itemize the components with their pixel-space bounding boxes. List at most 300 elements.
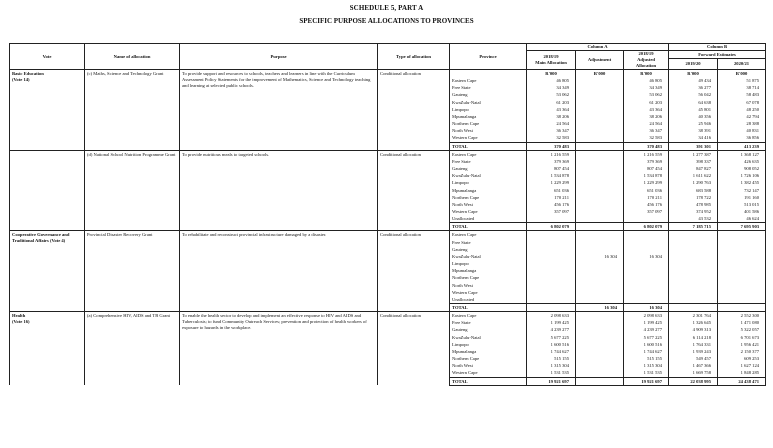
total-amount: 16 304 (576, 304, 624, 312)
amount-cell (669, 246, 718, 253)
amount-cell (576, 208, 624, 215)
total-label: TOTAL (450, 223, 527, 231)
amount-cell (527, 289, 576, 296)
province-name: KwaZulu-Natal (450, 172, 527, 179)
amount-cell: 908 052 (718, 165, 766, 172)
province-name: Western Cape (450, 289, 527, 296)
amount-cell (576, 127, 624, 134)
amount-cell: 56 042 (669, 91, 718, 98)
amount-cell (576, 334, 624, 341)
amount-cell: 515 155 (527, 355, 576, 362)
amount-cell: 1 627 124 (718, 362, 766, 369)
amount-cell: 1 744 627 (624, 348, 669, 355)
amount-cell: 36 347 (527, 127, 576, 134)
amount-cell: 34 349 (624, 84, 669, 91)
province-name: Eastern Cape (450, 150, 527, 158)
amount-cell: 4 239 277 (624, 326, 669, 333)
header-main-allocation (527, 51, 576, 70)
amount-cell: 1 277 387 (669, 150, 718, 158)
amount-cell (576, 77, 624, 84)
amount-cell: 426 635 (718, 158, 766, 165)
group-allocation: (c) Maths, Science and Technology Grant (85, 70, 180, 151)
amount-cell: 1 726 106 (718, 172, 766, 179)
amount-cell (576, 239, 624, 246)
amount-cell: 6 701 673 (718, 334, 766, 341)
amount-cell (576, 150, 624, 158)
amount-cell (527, 231, 576, 239)
amount-cell: 61 203 (527, 99, 576, 106)
amount-cell: 43 364 (624, 106, 669, 113)
amount-cell: 1 471 080 (718, 319, 766, 326)
amount-cell (576, 260, 624, 267)
amount-cell: 38 714 (718, 84, 766, 91)
unit-label: R'000 (527, 70, 576, 78)
amount-cell (669, 296, 718, 304)
amount-cell: 43 364 (527, 106, 576, 113)
total-amount: 6 802 079 (624, 223, 669, 231)
amount-cell: 1 669 758 (669, 369, 718, 377)
amount-cell: 1 956 421 (718, 341, 766, 348)
province-name: Eastern Cape (450, 312, 527, 320)
amount-cell (576, 362, 624, 369)
header-adjusted-label: Adjusted (637, 57, 655, 62)
amount-cell: 2 150 377 (718, 348, 766, 355)
total-amount: 413 239 (718, 142, 766, 150)
amount-cell: 683 588 (669, 187, 718, 194)
province-name: North West (450, 282, 527, 289)
amount-cell: 178 722 (669, 194, 718, 201)
header-main-year: 2018/19 (543, 54, 559, 59)
amount-cell (669, 260, 718, 267)
amount-cell: 732 147 (718, 187, 766, 194)
amount-cell: 1 199 425 (624, 319, 669, 326)
amount-cell: 1 326 645 (669, 319, 718, 326)
amount-cell (576, 91, 624, 98)
unit-label: R'000 (624, 70, 669, 78)
total-amount: 6 802 079 (527, 223, 576, 231)
amount-cell (576, 341, 624, 348)
amount-cell: 170 211 (527, 194, 576, 201)
header-column-a: Column A (527, 44, 669, 51)
amount-cell: 46 624 (718, 215, 766, 223)
amount-cell: 2 098 633 (527, 312, 576, 320)
header-province: Province (450, 44, 527, 70)
amount-cell (624, 296, 669, 304)
table-body (10, 70, 766, 386)
amount-cell: 191 160 (718, 194, 766, 201)
amount-cell (718, 260, 766, 267)
province-name: North West (450, 362, 527, 369)
amount-cell (576, 84, 624, 91)
amount-cell (576, 172, 624, 179)
amount-cell (624, 267, 669, 274)
total-label: TOTAL (450, 304, 527, 312)
amount-cell (576, 113, 624, 120)
amount-cell: 807 454 (624, 165, 669, 172)
amount-cell (527, 296, 576, 304)
total-label: TOTAL (450, 142, 527, 150)
header-type: Type of allocation (378, 44, 450, 70)
header-purpose: Purpose (180, 44, 378, 70)
province-name: KwaZulu-Natal (450, 99, 527, 106)
amount-cell: 16 304 (624, 253, 669, 260)
amount-cell: 1 382 455 (718, 179, 766, 186)
amount-cell: 1 534 878 (527, 172, 576, 179)
total-amount (576, 377, 624, 385)
amount-cell: 1 368 127 (718, 150, 766, 158)
amount-cell (527, 260, 576, 267)
province-name: Mpumalanga (450, 348, 527, 355)
province-name: Free State (450, 84, 527, 91)
amount-cell: 6 114 218 (669, 334, 718, 341)
amount-cell: 46 805 (624, 77, 669, 84)
province-name: Gauteng (450, 165, 527, 172)
schedule-title: SCHEDULE 5, PART A (349, 4, 424, 12)
amount-cell (669, 274, 718, 281)
allocations-table (9, 43, 766, 386)
amount-cell (527, 274, 576, 281)
amount-cell: 38 206 (624, 113, 669, 120)
total-amount (718, 304, 766, 312)
table-row (10, 231, 766, 239)
amount-cell: 4 239 277 (527, 326, 576, 333)
amount-cell (576, 348, 624, 355)
amount-cell (624, 246, 669, 253)
province-name: Gauteng (450, 326, 527, 333)
header-adjustment: Adjustment (576, 51, 624, 70)
amount-cell: 170 211 (624, 194, 669, 201)
province-name: Northern Cape (450, 274, 527, 281)
group-vote: Basic Education (Vote 14) (10, 70, 85, 151)
province-name: Western Cape (450, 369, 527, 377)
amount-cell (669, 231, 718, 239)
group-purpose: To rehabilitate and reconstruct provincial infrastructure damaged by a disaster. (180, 231, 378, 312)
header-adjusted-year: 2018/19 (638, 51, 654, 56)
amount-cell: 5 677 225 (527, 334, 576, 341)
amount-cell: 16 304 (576, 253, 624, 260)
amount-cell (576, 158, 624, 165)
province-name: Eastern Cape (450, 231, 527, 239)
amount-cell (576, 194, 624, 201)
total-amount: 24 438 471 (718, 377, 766, 385)
amount-cell (576, 179, 624, 186)
amount-cell (624, 282, 669, 289)
group-allocation: (a) Comprehensive HIV, AIDS and TB Grant (85, 312, 180, 386)
amount-cell: 374 952 (669, 208, 718, 215)
amount-cell (624, 289, 669, 296)
amount-cell: 2 098 633 (624, 312, 669, 320)
amount-cell (527, 246, 576, 253)
amount-cell: 609 253 (718, 355, 766, 362)
amount-cell (576, 274, 624, 281)
amount-cell: 651 036 (527, 187, 576, 194)
header-adjusted-allocation (624, 51, 669, 70)
amount-cell: 64 638 (669, 99, 718, 106)
amount-cell: 2 301 764 (669, 312, 718, 320)
amount-cell: 1 199 425 (527, 319, 576, 326)
amount-cell: 1 848 285 (718, 369, 766, 377)
amount-cell: 1 534 878 (624, 172, 669, 179)
header-adjusted-label2: Allocation (635, 63, 657, 68)
total-label: TOTAL (450, 377, 527, 385)
province-name: Northern Cape (450, 120, 527, 127)
unit-row (10, 70, 766, 78)
amount-cell: 357 097 (624, 208, 669, 215)
province-name: Northern Cape (450, 355, 527, 362)
amount-cell: 1 290 763 (669, 179, 718, 186)
amount-cell: 46 805 (527, 77, 576, 84)
amount-cell (527, 253, 576, 260)
province-name: KwaZulu-Natal (450, 334, 527, 341)
group-allocation: Provincial Disaster Recovery Grant (85, 231, 180, 312)
group-type: Conditional allocation (378, 150, 450, 231)
amount-cell (718, 231, 766, 239)
amount-cell: 25 946 (669, 120, 718, 127)
group-type: Conditional allocation (378, 231, 450, 312)
amount-cell: 515 155 (624, 355, 669, 362)
group-purpose: To provide support and resources to schools, teachers and learners in line with the Curriculum Assessment Policy Statements for the improvement of Mathematics, Science and Technology teaching and learning at selected public schools. (180, 70, 378, 151)
amount-cell (576, 296, 624, 304)
amount-cell: 24 564 (527, 120, 576, 127)
header-allocation: Name of allocation (85, 44, 180, 70)
table-row (10, 312, 766, 320)
amount-cell (624, 231, 669, 239)
amount-cell (624, 239, 669, 246)
group-type: Conditional allocation (378, 70, 450, 151)
amount-cell (527, 267, 576, 274)
amount-cell: 32 583 (624, 134, 669, 142)
amount-cell (624, 215, 669, 223)
amount-cell (718, 246, 766, 253)
amount-cell: 401 586 (718, 208, 766, 215)
total-amount: 22 038 995 (669, 377, 718, 385)
amount-cell: 36 277 (669, 84, 718, 91)
amount-cell: 456 176 (624, 201, 669, 208)
amount-cell (718, 296, 766, 304)
amount-cell (576, 282, 624, 289)
amount-cell (576, 355, 624, 362)
amount-cell (669, 282, 718, 289)
total-amount: 19 921 697 (624, 377, 669, 385)
amount-cell (718, 282, 766, 289)
amount-cell: 1 744 627 (527, 348, 576, 355)
amount-cell: 36 856 (718, 134, 766, 142)
province-name: North West (450, 127, 527, 134)
amount-cell: 51 875 (718, 77, 766, 84)
province-name: Western Cape (450, 208, 527, 215)
amount-cell: 4 909 313 (669, 326, 718, 333)
amount-cell (718, 289, 766, 296)
amount-cell: 1 216 559 (624, 150, 669, 158)
header-vote: Vote (10, 44, 85, 70)
amount-cell (576, 319, 624, 326)
amount-cell: 34 349 (527, 84, 576, 91)
amount-cell: 28 388 (718, 120, 766, 127)
amount-cell: 651 036 (624, 187, 669, 194)
header-column-b: Column B (669, 44, 766, 51)
amount-cell: 43 532 (669, 215, 718, 223)
total-amount: 7 695 903 (718, 223, 766, 231)
group-purpose: To provide nutritious meals to targeted schools. (180, 150, 378, 231)
amount-cell (576, 215, 624, 223)
amount-cell: 379 369 (624, 158, 669, 165)
province-name: Northern Cape (450, 194, 527, 201)
amount-cell: 32 583 (527, 134, 576, 142)
group-vote: Health (Vote 16) (10, 312, 85, 386)
amount-cell: 53 062 (527, 91, 576, 98)
amount-cell (576, 369, 624, 377)
amount-cell: 40 356 (669, 113, 718, 120)
table-row (10, 150, 766, 158)
group-vote: Cooperative Governance and Traditional Affairs (Vote 4) (10, 231, 85, 312)
unit-label: R'000 (576, 70, 624, 78)
total-amount: 391 301 (669, 142, 718, 150)
amount-cell: 1 531 535 (527, 369, 576, 377)
amount-cell (669, 267, 718, 274)
amount-cell: 456 176 (527, 201, 576, 208)
amount-cell: 45 801 (669, 106, 718, 113)
amount-cell: 58 483 (718, 91, 766, 98)
total-amount (527, 304, 576, 312)
amount-cell (576, 231, 624, 239)
amount-cell (718, 253, 766, 260)
amount-cell (624, 260, 669, 267)
amount-cell: 34 416 (669, 134, 718, 142)
amount-cell: 1 467 366 (669, 362, 718, 369)
amount-cell: 2 552 300 (718, 312, 766, 320)
province-name: Mpumalanga (450, 113, 527, 120)
amount-cell (576, 165, 624, 172)
header-main-label: Main Allocation (535, 60, 567, 65)
group-purpose: To enable the health sector to develop and implement an effective response to HIV and AIDS and Tuberculosis; to fund Community Outreach Services; prevention and protection of health workers of exposure to hazards in the workplace. (180, 312, 378, 386)
header-forward-estimates: Forward Estimates (669, 51, 766, 59)
total-amount (669, 304, 718, 312)
amount-cell: 42 794 (718, 113, 766, 120)
amount-cell (576, 289, 624, 296)
amount-cell (576, 187, 624, 194)
amount-cell: 478 985 (669, 201, 718, 208)
amount-cell: 1 611 622 (669, 172, 718, 179)
amount-cell (527, 282, 576, 289)
amount-cell: 1 315 304 (624, 362, 669, 369)
amount-cell (576, 201, 624, 208)
amount-cell: 847 827 (669, 165, 718, 172)
province-name: Mpumalanga (450, 187, 527, 194)
province-name: Gauteng (450, 246, 527, 253)
total-amount: 370 483 (527, 142, 576, 150)
province-name: Limpopo (450, 260, 527, 267)
amount-cell (718, 267, 766, 274)
total-amount (576, 142, 624, 150)
amount-cell: 1 229 299 (527, 179, 576, 186)
unit-label: R'000 (669, 70, 718, 78)
amount-cell: 24 564 (624, 120, 669, 127)
province-name: Free State (450, 158, 527, 165)
total-amount: 370 483 (624, 142, 669, 150)
amount-cell: 1 315 304 (527, 362, 576, 369)
schedule-subtitle: SPECIFIC PURPOSE ALLOCATIONS TO PROVINCES (299, 17, 474, 25)
amount-cell: 1 764 331 (669, 341, 718, 348)
total-amount: 16 304 (624, 304, 669, 312)
amount-cell (576, 312, 624, 320)
province-name: Eastern Cape (450, 77, 527, 84)
province-name: Free State (450, 319, 527, 326)
amount-cell: 379 369 (527, 158, 576, 165)
unit-province (450, 70, 527, 78)
amount-cell (718, 239, 766, 246)
amount-cell (576, 326, 624, 333)
amount-cell: 513 015 (718, 201, 766, 208)
amount-cell: 5 677 225 (624, 334, 669, 341)
amount-cell: 48 250 (718, 106, 766, 113)
amount-cell: 49 434 (669, 77, 718, 84)
province-name: Western Cape (450, 134, 527, 142)
amount-cell: 5 322 057 (718, 326, 766, 333)
amount-cell: 398 337 (669, 158, 718, 165)
header-year-1: 2019/20 (669, 59, 718, 70)
amount-cell: 38 391 (669, 127, 718, 134)
amount-cell (527, 215, 576, 223)
amount-cell: 1 600 516 (624, 341, 669, 348)
province-name: Limpopo (450, 106, 527, 113)
amount-cell: 40 831 (718, 127, 766, 134)
total-amount (576, 223, 624, 231)
province-name: Unallocated (450, 215, 527, 223)
total-amount: 7 185 715 (669, 223, 718, 231)
amount-cell (576, 267, 624, 274)
amount-cell (624, 274, 669, 281)
province-name: Unallocated (450, 296, 527, 304)
group-allocation: (d) National School Nutrition Programme Grant (85, 150, 180, 231)
header-year-2: 2020/21 (718, 59, 766, 70)
amount-cell (576, 106, 624, 113)
amount-cell (576, 120, 624, 127)
amount-cell: 1 939 243 (669, 348, 718, 355)
province-name: Limpopo (450, 179, 527, 186)
province-name: Mpumalanga (450, 267, 527, 274)
amount-cell: 807 454 (527, 165, 576, 172)
amount-cell (718, 274, 766, 281)
amount-cell (669, 239, 718, 246)
province-name: Gauteng (450, 91, 527, 98)
province-name: KwaZulu-Natal (450, 253, 527, 260)
amount-cell: 357 097 (527, 208, 576, 215)
amount-cell: 61 203 (624, 99, 669, 106)
province-name: Limpopo (450, 341, 527, 348)
group-type: Conditional allocation (378, 312, 450, 386)
province-name: Free State (450, 239, 527, 246)
amount-cell: 1 229 299 (624, 179, 669, 186)
province-name: North West (450, 201, 527, 208)
amount-cell: 1 600 516 (527, 341, 576, 348)
amount-cell (576, 134, 624, 142)
amount-cell (669, 289, 718, 296)
group-vote (10, 150, 85, 231)
amount-cell: 67 078 (718, 99, 766, 106)
unit-label: R'000 (718, 70, 766, 78)
amount-cell (669, 253, 718, 260)
amount-cell: 1 531 535 (624, 369, 669, 377)
amount-cell (576, 246, 624, 253)
amount-cell: 53 062 (624, 91, 669, 98)
amount-cell: 549 457 (669, 355, 718, 362)
total-amount: 19 921 697 (527, 377, 576, 385)
amount-cell: 38 206 (527, 113, 576, 120)
amount-cell (576, 99, 624, 106)
amount-cell: 36 347 (624, 127, 669, 134)
amount-cell (527, 239, 576, 246)
amount-cell: 1 216 559 (527, 150, 576, 158)
